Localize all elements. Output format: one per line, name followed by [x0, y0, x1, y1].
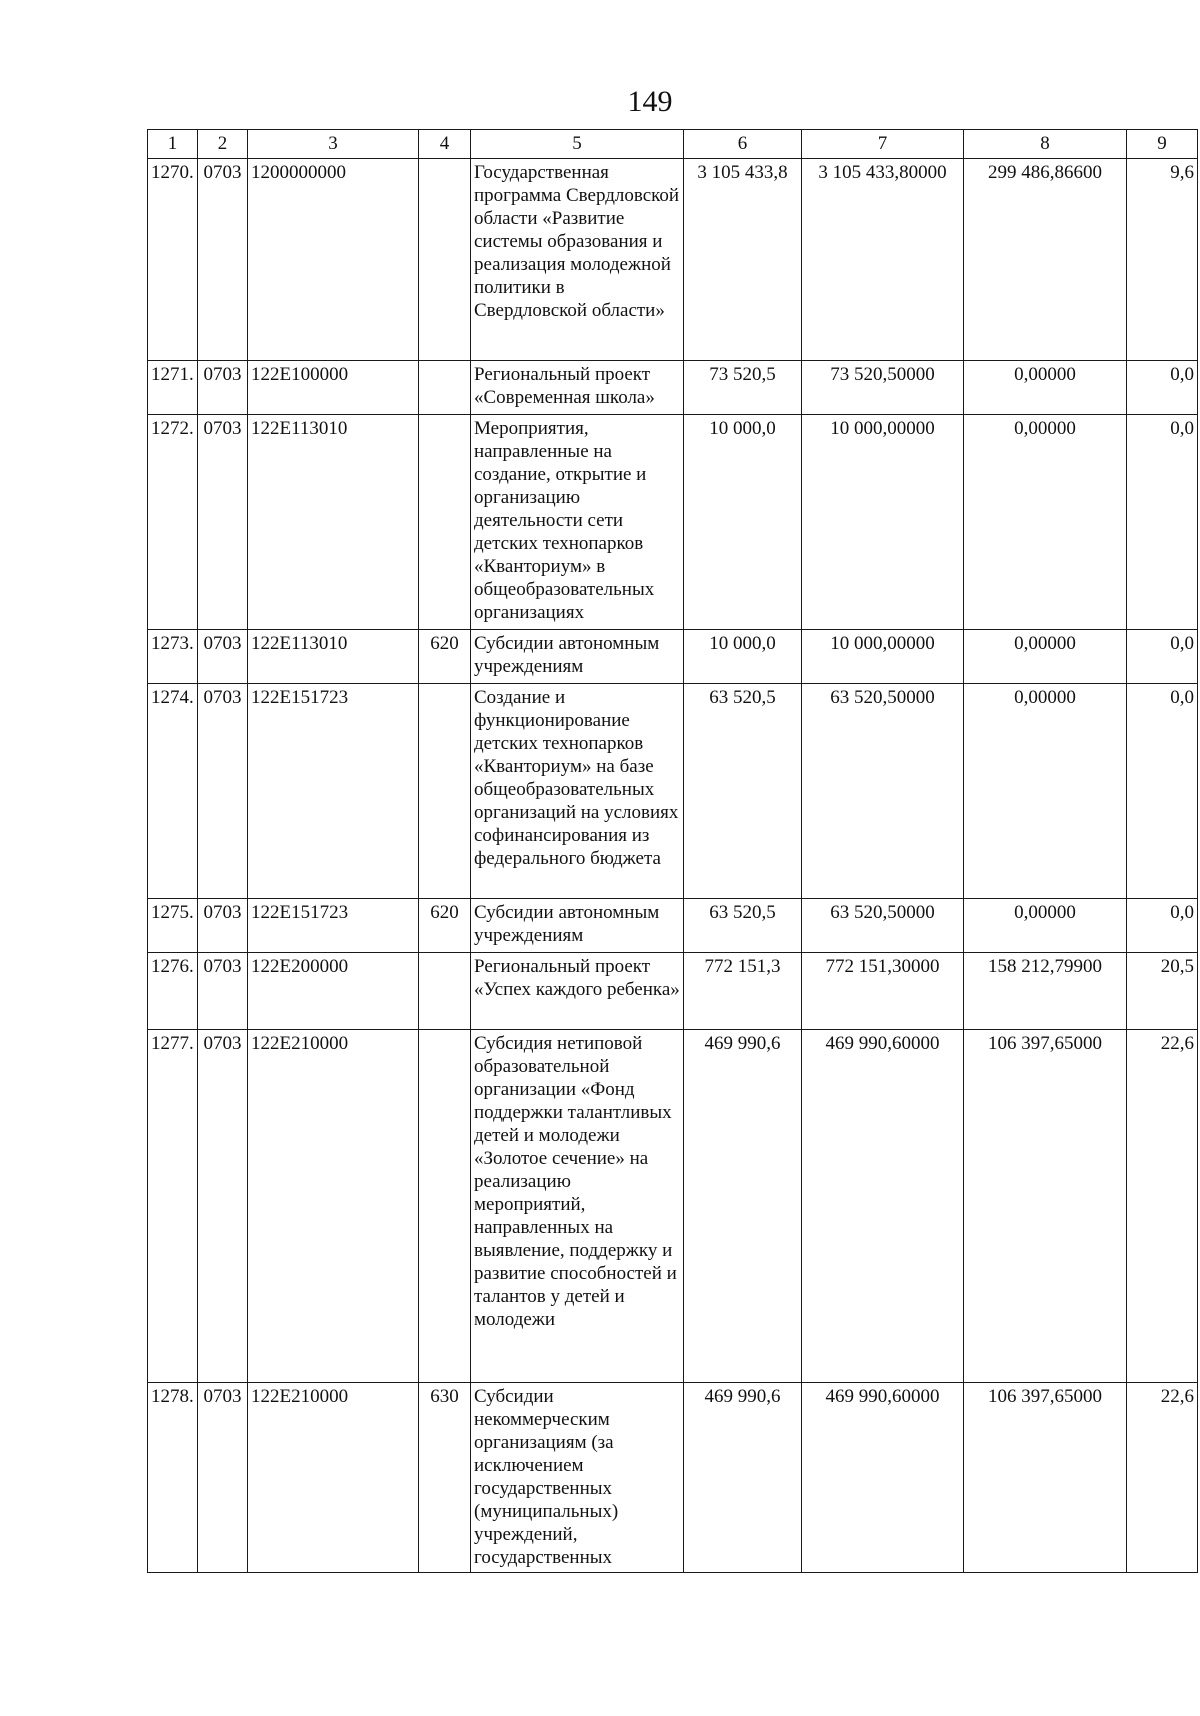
- executed-amount-cell: 299 486,86600: [964, 159, 1127, 361]
- percent-cell: 9,6: [1127, 159, 1198, 361]
- amount-cell: 469 990,6: [684, 1030, 802, 1383]
- percent-cell: 0,0: [1127, 630, 1198, 684]
- table-row: [148, 953, 1198, 1030]
- table-row: [148, 899, 1198, 953]
- amount-cell: 10 000,00000: [802, 630, 964, 684]
- table-row: [148, 684, 1198, 899]
- amount-cell: 469 990,6: [684, 1383, 802, 1573]
- row-number-cell: 1276.: [148, 953, 198, 1030]
- section-code-cell: 0703: [198, 415, 248, 630]
- amount-cell: 3 105 433,8: [684, 159, 802, 361]
- percent-cell: 22,6: [1127, 1383, 1198, 1573]
- amount-cell: 10 000,0: [684, 630, 802, 684]
- percent-cell: 0,0: [1127, 899, 1198, 953]
- amount-cell: 73 520,50000: [802, 361, 964, 415]
- item-name-cell: Создание и функционирование детских технопарков «Кванториум» на базе общеобразовательных организаций на условиях софинансирования из федерального бюджета: [471, 684, 684, 899]
- executed-amount-cell: 158 212,79900: [964, 953, 1127, 1030]
- executed-amount-cell: 0,00000: [964, 361, 1127, 415]
- expense-type-cell: 630: [419, 1383, 471, 1573]
- amount-cell: 772 151,3: [684, 953, 802, 1030]
- column-header: 3: [248, 130, 419, 159]
- table-row: [148, 630, 1198, 684]
- column-header: 2: [198, 130, 248, 159]
- table-header-row: [148, 130, 1198, 159]
- executed-amount-cell: 106 397,65000: [964, 1030, 1127, 1383]
- amount-cell: 10 000,0: [684, 415, 802, 630]
- item-name-cell: Региональный проект «Успех каждого ребенка»: [471, 953, 684, 1030]
- table-row: [148, 415, 1198, 630]
- section-code-cell: 0703: [198, 684, 248, 899]
- column-header: 5: [471, 130, 684, 159]
- amount-cell: 73 520,5: [684, 361, 802, 415]
- executed-amount-cell: 0,00000: [964, 899, 1127, 953]
- expense-type-cell: 620: [419, 899, 471, 953]
- amount-cell: 63 520,5: [684, 684, 802, 899]
- amount-cell: 63 520,50000: [802, 684, 964, 899]
- column-header: 6: [684, 130, 802, 159]
- table-row: [148, 1383, 1198, 1573]
- column-header: 4: [419, 130, 471, 159]
- column-header: 8: [964, 130, 1127, 159]
- percent-cell: 20,5: [1127, 953, 1198, 1030]
- percent-cell: 0,0: [1127, 684, 1198, 899]
- target-article-cell: 122E100000: [248, 361, 419, 415]
- executed-amount-cell: 0,00000: [964, 684, 1127, 899]
- percent-cell: 0,0: [1127, 415, 1198, 630]
- amount-cell: 469 990,60000: [802, 1030, 964, 1383]
- section-code-cell: 0703: [198, 953, 248, 1030]
- percent-cell: 0,0: [1127, 361, 1198, 415]
- amount-cell: 469 990,60000: [802, 1383, 964, 1573]
- section-code-cell: 0703: [198, 361, 248, 415]
- executed-amount-cell: 106 397,65000: [964, 1383, 1127, 1573]
- section-code-cell: 0703: [198, 159, 248, 361]
- budget-table: [147, 129, 1198, 1573]
- row-number-cell: 1271.: [148, 361, 198, 415]
- expense-type-cell: 620: [419, 630, 471, 684]
- column-header: 9: [1127, 130, 1198, 159]
- percent-cell: 22,6: [1127, 1030, 1198, 1383]
- section-code-cell: 0703: [198, 899, 248, 953]
- target-article-cell: 122E210000: [248, 1030, 419, 1383]
- column-header: 7: [802, 130, 964, 159]
- target-article-cell: 122E113010: [248, 630, 419, 684]
- section-code-cell: 0703: [198, 1030, 248, 1383]
- item-name-cell: Субсидии некоммерческим организациям (за исключением государственных (муниципальных) учреждений, государственных: [471, 1383, 684, 1573]
- expense-type-cell: [419, 361, 471, 415]
- item-name-cell: Субсидии автономным учреждениям: [471, 630, 684, 684]
- amount-cell: 772 151,30000: [802, 953, 964, 1030]
- target-article-cell: 122E200000: [248, 953, 419, 1030]
- amount-cell: 3 105 433,80000: [802, 159, 964, 361]
- row-number-cell: 1270.: [148, 159, 198, 361]
- table-row: [148, 1030, 1198, 1383]
- table-row: [148, 361, 1198, 415]
- page-number: 149: [627, 85, 673, 118]
- row-number-cell: 1275.: [148, 899, 198, 953]
- amount-cell: 63 520,5: [684, 899, 802, 953]
- amount-cell: 63 520,50000: [802, 899, 964, 953]
- section-code-cell: 0703: [198, 1383, 248, 1573]
- item-name-cell: Мероприятия, направленные на создание, открытие и организацию деятельности сети детских технопарков «Кванториум» в общеобразовательных организациях: [471, 415, 684, 630]
- target-article-cell: 122E113010: [248, 415, 419, 630]
- column-header: 1: [148, 130, 198, 159]
- row-number-cell: 1272.: [148, 415, 198, 630]
- target-article-cell: 1200000000: [248, 159, 419, 361]
- target-article-cell: 122E151723: [248, 899, 419, 953]
- row-number-cell: 1278.: [148, 1383, 198, 1573]
- expense-type-cell: [419, 159, 471, 361]
- expense-type-cell: [419, 953, 471, 1030]
- expense-type-cell: [419, 684, 471, 899]
- row-number-cell: 1274.: [148, 684, 198, 899]
- item-name-cell: Субсидии автономным учреждениям: [471, 899, 684, 953]
- amount-cell: 10 000,00000: [802, 415, 964, 630]
- table-row: [148, 159, 1198, 361]
- row-number-cell: 1273.: [148, 630, 198, 684]
- expense-type-cell: [419, 415, 471, 630]
- executed-amount-cell: 0,00000: [964, 415, 1127, 630]
- row-number-cell: 1277.: [148, 1030, 198, 1383]
- executed-amount-cell: 0,00000: [964, 630, 1127, 684]
- item-name-cell: Региональный проект «Современная школа»: [471, 361, 684, 415]
- expense-type-cell: [419, 1030, 471, 1383]
- item-name-cell: Государственная программа Свердловской области «Развитие системы образования и реализация молодежной политики в Свердловской области»: [471, 159, 684, 361]
- target-article-cell: 122E151723: [248, 684, 419, 899]
- section-code-cell: 0703: [198, 630, 248, 684]
- item-name-cell: Субсидия нетиповой образовательной организации «Фонд поддержки талантливых детей и молодежи «Золотое сечение» на реализацию мероприятий, направленных на выявление, поддержку и развитие способностей и талантов у детей и молодежи: [471, 1030, 684, 1383]
- target-article-cell: 122E210000: [248, 1383, 419, 1573]
